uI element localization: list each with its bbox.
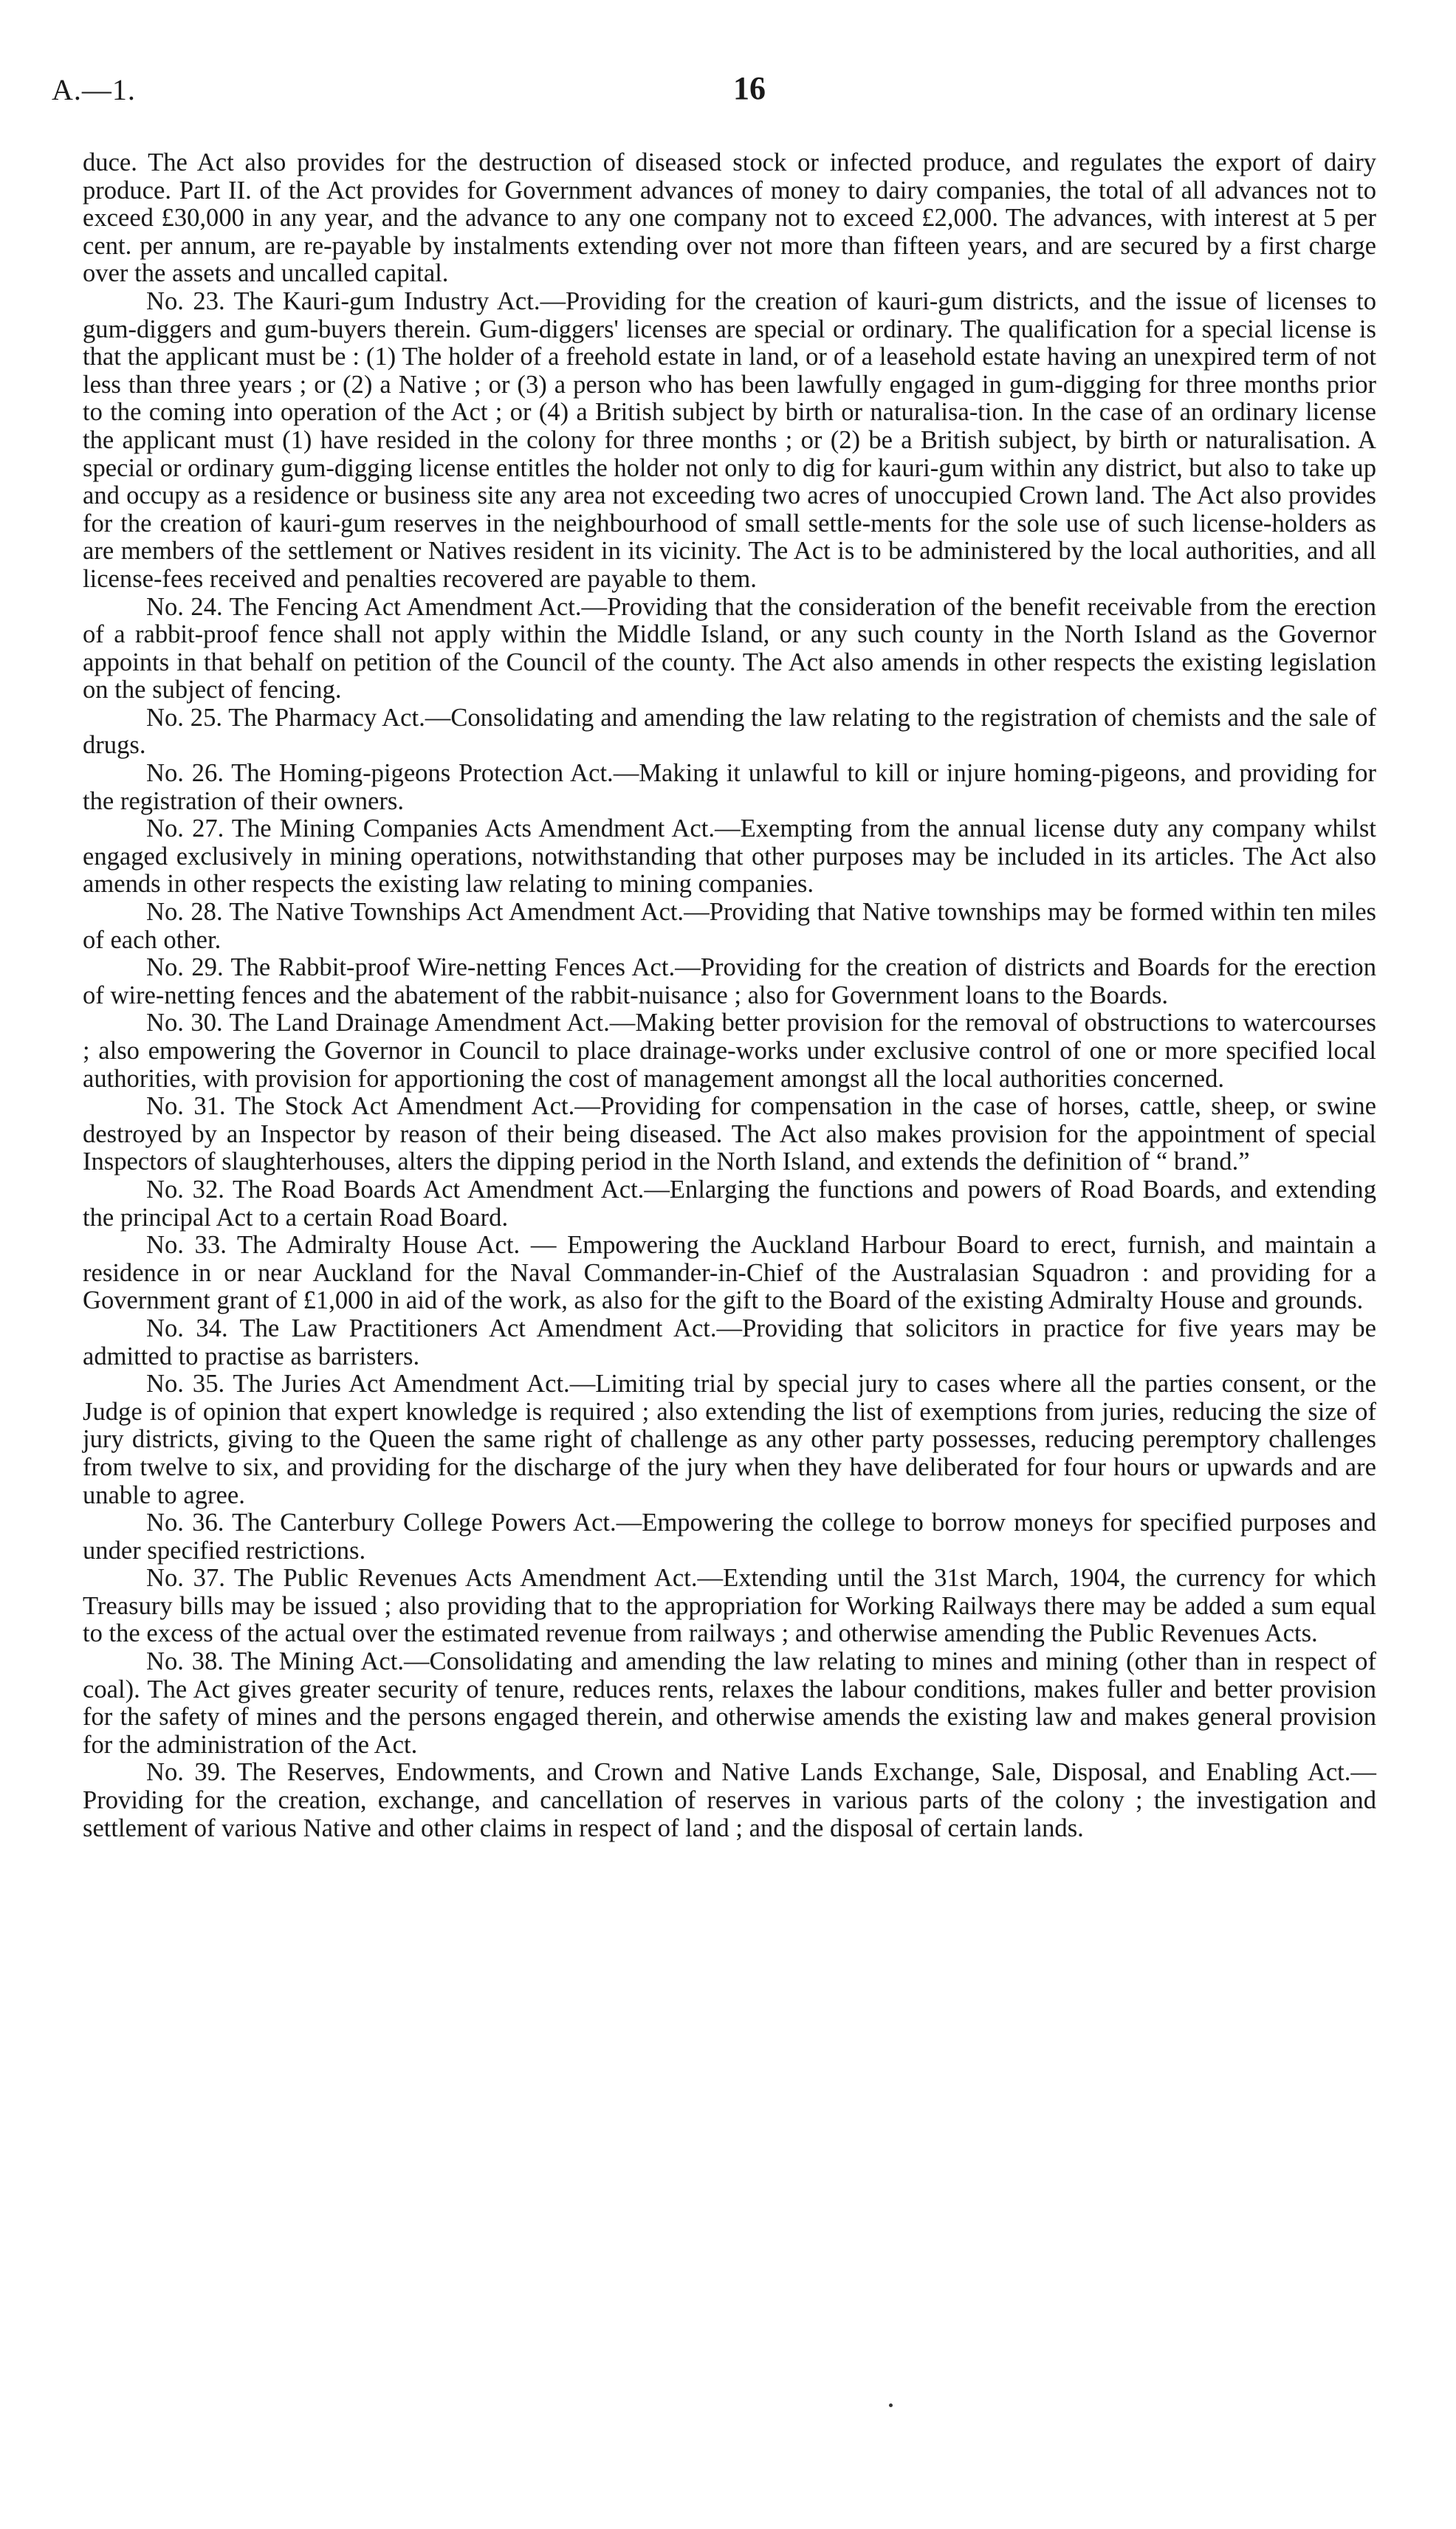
paragraph-act-29: No. 29. The Rabbit-proof Wire-netting Fences Act.—Providing for the creation of districts and Boards for the erection of wire-netting fences and the abatement of the rabbit-nuisance ; also for Government loans to the Boards. — [83, 953, 1376, 1009]
page-header — [52, 72, 1388, 124]
paragraph-act-38: No. 38. The Mining Act.—Consolidating and amending the law relating to mines and mining (other than in respect of coal). The Act gives greater security of tenure, reduces rents, relaxes the labour conditions, makes fuller and better provision for the safety of mines and the persons engaged therein, and otherwise amends the existing law and makes general provision for the administration of the Act. — [83, 1647, 1376, 1759]
paragraph-act-26: No. 26. The Homing-pigeons Protection Act.—Making it unlawful to kill or injure homing-pigeons, and providing for the registration of their owners. — [83, 759, 1376, 815]
paragraph-act-36: No. 36. The Canterbury College Powers Act.—Empowering the college to borrow moneys for specified purposes and under specified restrictions. — [83, 1509, 1376, 1565]
page-number: 16 — [733, 70, 766, 106]
paragraph-act-24: No. 24. The Fencing Act Amendment Act.—Providing that the consideration of the benefit receivable from the erection of a rabbit-proof fence shall not apply within the Middle Island, or any such county in the North Island as the Governor appoints in that behalf on petition of the Council of the county. The Act also amends in other respects the existing legislation on the subject of fencing. — [83, 592, 1376, 704]
paragraph-act-39: No. 39. The Reserves, Endowments, and Crown and Native Lands Exchange, Sale, Disposal, and Enabling Act.—Providing for the creation, exchange, and cancellation of reserves in various parts of the colony ; the investigation and settlement of various Native and other claims in respect of land ; and the disposal of certain lands. — [83, 1758, 1376, 1842]
paragraph-act-32: No. 32. The Road Boards Act Amendment Act.—Enlarging the functions and powers of Road Boards, and extending the principal Act to a certain Road Board. — [83, 1175, 1376, 1232]
paragraph-act-33: No. 33. The Admiralty House Act. — Empowering the Auckland Harbour Board to erect, furnish, and maintain a residence in or near Auckland for the Naval Commander-in-Chief of the Australasian Squadron : and providing for a Government grant of £1,000 in aid of the work, as also for the gift to the Board of the existing Admiralty House and grounds. — [83, 1231, 1376, 1315]
paragraph-continuation: duce. The Act also provides for the destruction of diseased stock or infected produce, and regulates the export of dairy produce. Part II. of the Act provides for Government advances of money to dairy companies, the total of all advances not to exceed £30,000 in any year, and the advance to any one company not to exceed £2,000. The advances, with interest at 5 per cent. per annum, are re-payable by instalments extending over not more than fifteen years, and are secured by a first charge over the assets and uncalled capital. — [83, 148, 1376, 288]
paragraph-act-34: No. 34. The Law Practitioners Act Amendment Act.—Providing that solicitors in practice for five years may be admitted to practise as barristers. — [83, 1314, 1376, 1370]
print-speck — [889, 2403, 893, 2407]
paragraph-act-25: No. 25. The Pharmacy Act.—Consolidating and amending the law relating to the registration of chemists and the sale of drugs. — [83, 703, 1376, 760]
paragraph-act-27: No. 27. The Mining Companies Acts Amendment Act.—Exempting from the annual license duty any company whilst engaged exclusively in mining operations, notwithstanding that other purposes may be included in its articles. The Act also amends in other respects the existing law relating to mining companies. — [83, 814, 1376, 899]
paragraph-act-30: No. 30. The Land Drainage Amendment Act.—Making better provision for the removal of obstructions to watercourses ; also empowering the Governor in Council to place drainage-works under exclusive control of one or more specified local authorities, with provision for apportioning the cost of management amongst all the local authorities concerned. — [83, 1009, 1376, 1093]
paragraph-act-37: No. 37. The Public Revenues Acts Amendment Act.—Extending until the 31st March, 1904, the currency for which Treasury bills may be issued ; also providing that to the appropriation for Working Railways there may be added a sum equal to the excess of the actual over the estimated revenue from railways ; and otherwise amending the Public Revenues Acts. — [83, 1564, 1376, 1648]
paragraph-act-28: No. 28. The Native Townships Act Amendment Act.—Providing that Native townships may be formed within ten miles of each other. — [83, 898, 1376, 954]
paragraph-act-31: No. 31. The Stock Act Amendment Act.—Providing for compensation in the case of horses, cattle, sheep, or swine destroyed by an Inspector by reason of their being diseased. The Act also makes provision for the appointment of special Inspectors of slaughterhouses, alters the dipping period in the North Island, and extends the definition of “ brand.” — [83, 1092, 1376, 1176]
document-body — [83, 149, 1376, 1842]
paragraph-act-23: No. 23. The Kauri-gum Industry Act.—Providing for the creation of kauri-gum districts, and the issue of licenses to gum-diggers and gum-buyers therein. Gum-diggers' licenses are special or ordinary. The qualification for a special license is that the applicant must be : (1) The holder of a freehold estate in land, or of a leasehold estate having an unexpired term of not less than three years ; or (2) a Native ; or (3) a person who has been lawfully engaged in gum-digging for three months prior to the coming into operation of the Act ; or (4) a British subject by birth or naturalisa-tion. In the case of an ordinary license the applicant must (1) have resided in the colony for three months ; or (2) be a British subject, by birth or naturalisation. A special or ordinary gum-digging license entitles the holder not only to dig for kauri-gum within any district, but also to take up and occupy as a residence or business site any area not exceeding two acres of unoccupied Crown land. The Act also provides for the creation of kauri-gum reserves in the neighbourhood of small settle-ments for the sole use of such license-holders as are members of the settlement or Natives resident in its vicinity. The Act is to be administered by the local authorities, and all license-fees received and penalties recovered are payable to them. — [83, 286, 1376, 593]
paragraph-act-35: No. 35. The Juries Act Amendment Act.—Limiting trial by special jury to cases where all the parties consent, or the Judge is of opinion that expert knowledge is required ; also extending the list of exemptions from juries, reducing the size of jury districts, giving to the Queen the same right of challenge as any other party possesses, reducing peremptory challenges from twelve to six, and providing for the discharge of the jury when they have deliberated for four hours or upwards and are unable to agree. — [83, 1370, 1376, 1509]
document-reference: A.—1. — [52, 73, 136, 106]
